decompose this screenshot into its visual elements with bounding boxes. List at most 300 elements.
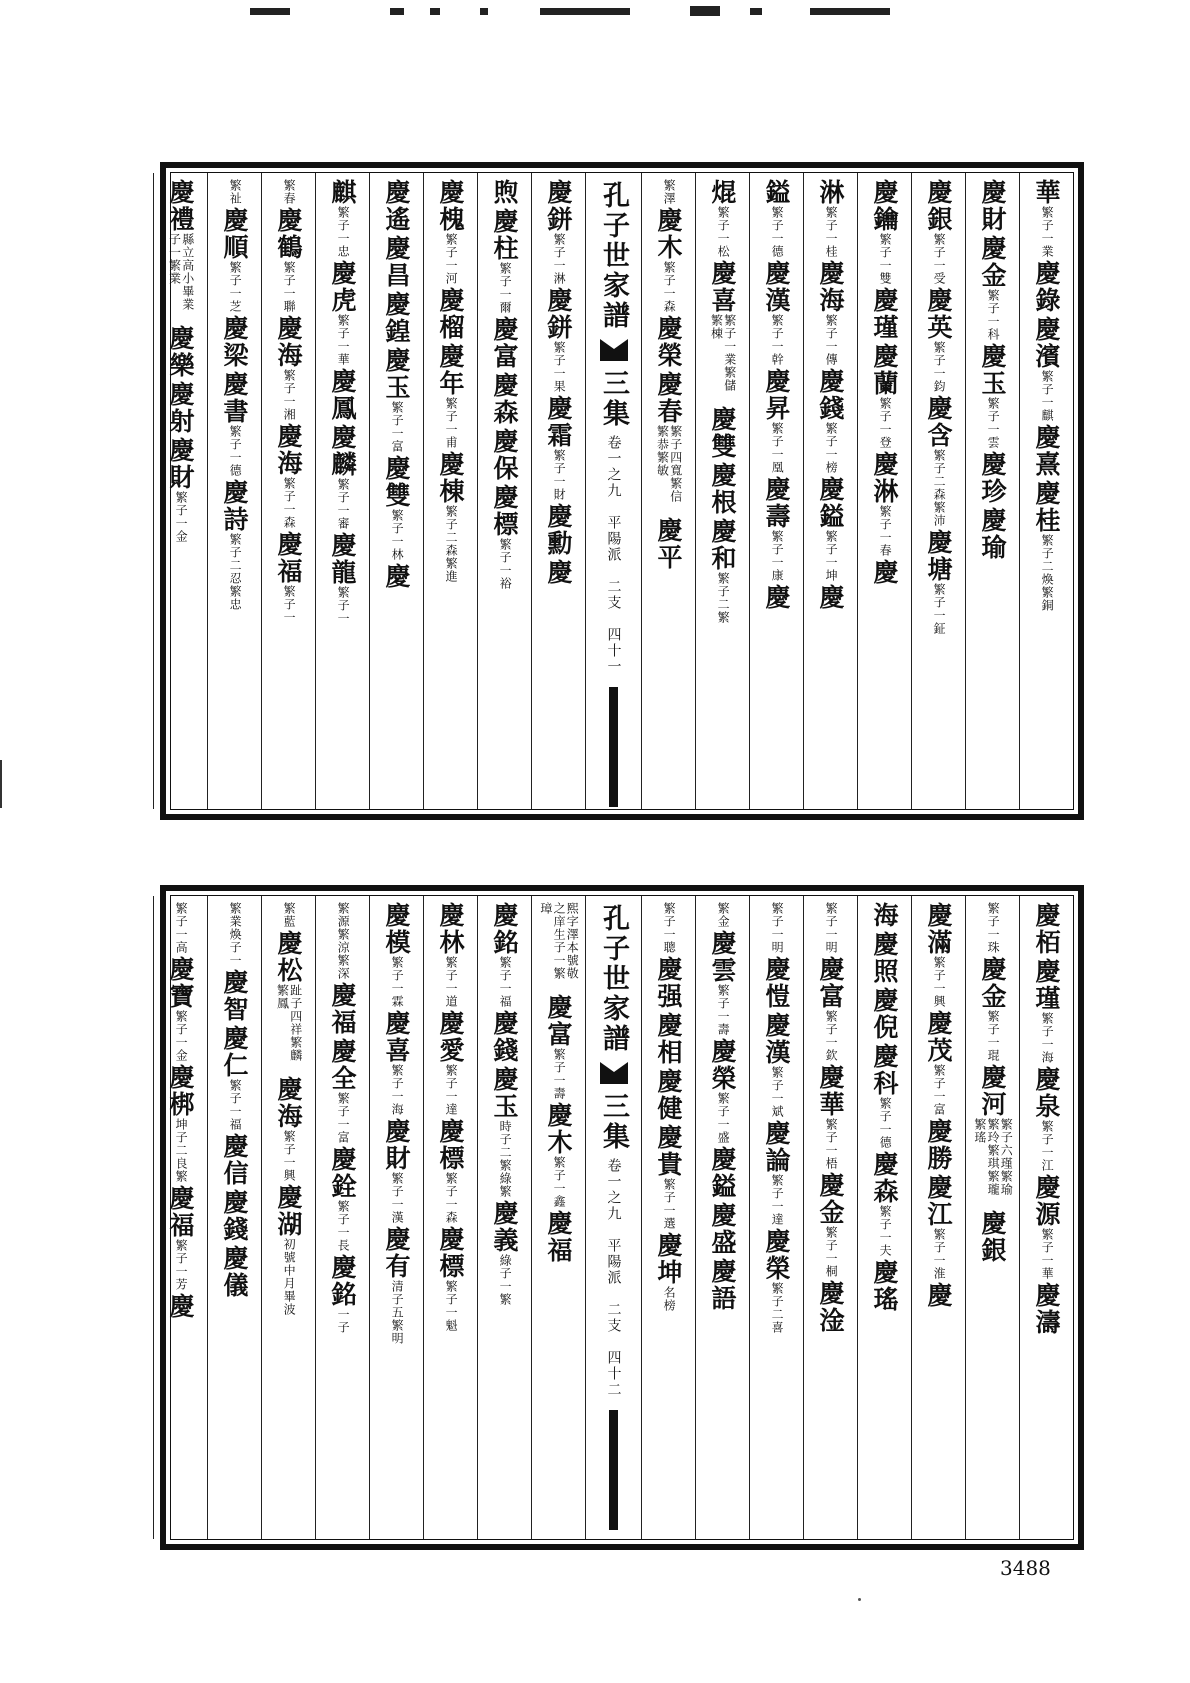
descendant-note: 繁子一高 (174, 902, 189, 954)
person-name: 慶有 (382, 1226, 411, 1280)
person-name: 慶財 (166, 437, 195, 491)
person-name: 慶鎰 (708, 1146, 737, 1200)
descendant-note: 繁子一忠 (336, 206, 351, 258)
name-column (641, 173, 695, 809)
person-entry (926, 287, 951, 393)
descendant-note: 繁子一湘 (282, 369, 297, 421)
descendant-note: 繁子一海 (1040, 1012, 1055, 1064)
person-entry (222, 1133, 247, 1187)
person-entry (492, 372, 517, 426)
person-name: 慶愷 (762, 956, 791, 1010)
descendant-note: 繁子一富 (336, 1092, 351, 1144)
top-scan-noise (250, 4, 970, 20)
person-entry (1034, 316, 1059, 422)
descendant-note: 繁子四寬繁信繁恭繁敏 (655, 425, 683, 503)
person-entry (980, 343, 1005, 449)
descendant-note: 繁子一 (282, 585, 297, 624)
descendant-note: 繁子一富 (390, 401, 405, 453)
person-name: 慶霜 (544, 395, 573, 449)
person-entry (662, 179, 675, 205)
descendant-note: 繁子一福 (228, 1079, 243, 1131)
person-entry (384, 455, 409, 561)
descendant-note: 繁子二森繁進 (444, 505, 459, 583)
descendant-note: 繁子二森繁沛 (932, 449, 947, 527)
name-column (261, 173, 315, 809)
descendant-note: 繁子一果 (552, 341, 567, 393)
person-entry (872, 902, 897, 929)
person-name: 慶貴 (654, 1124, 683, 1178)
person-entry (168, 1185, 193, 1291)
person-name: 慶海 (274, 423, 303, 477)
descendant-note: 繁子一桐 (824, 1226, 839, 1278)
person-entry (986, 902, 999, 954)
person-name: 慶福 (166, 1185, 195, 1239)
person-entry (709, 260, 735, 404)
person-name: 慶玉 (490, 1066, 519, 1120)
person-name: 慶書 (220, 371, 249, 425)
person-name: 慶相 (654, 1012, 683, 1066)
person-name: 慶照 (870, 931, 899, 985)
person-name: 慶標 (490, 484, 519, 538)
name-column (153, 896, 207, 1539)
person-name: 慶栢 (1032, 902, 1061, 956)
descendant-note: 繁子一琨 (986, 1010, 1001, 1062)
person-name: 慶金 (978, 235, 1007, 289)
descendant-note: 繁子一斌 (770, 1066, 785, 1118)
person-entry (384, 1118, 409, 1224)
descendant-note: 繁子一江 (1040, 1120, 1055, 1172)
person-name: 慶 (166, 1293, 195, 1320)
person-name: 慶榮 (708, 1038, 737, 1092)
person-entry (546, 994, 571, 1100)
descendant-note: 繁子一長 (336, 1200, 351, 1252)
descendant-note: 趾子四祥繁麟繁鳳 (275, 984, 303, 1062)
person-entry (764, 476, 789, 582)
person-name: 慶松 (274, 930, 303, 984)
name-column (477, 896, 531, 1539)
person-name: 慶銘 (328, 1254, 357, 1308)
person-name: 麒 (328, 179, 357, 206)
person-entry (438, 1226, 463, 1332)
descendant-note: 繁子一審 (336, 478, 351, 530)
name-column (965, 896, 1019, 1539)
person-name: 慶泉 (1032, 1066, 1061, 1120)
person-name: 慶福 (274, 531, 303, 585)
person-name: 慶雙 (708, 406, 737, 460)
person-name: 慶淋 (870, 451, 899, 505)
person-entry (764, 179, 789, 258)
descendant-note: 熙字澤本號敬之庠生子一繁璋 (538, 902, 580, 980)
descendant-note: 繁子一漢 (390, 1172, 405, 1224)
descendant-note: 繁子一壽 (716, 984, 731, 1036)
descendant-note: 繁子一業繁儲繁棟 (709, 314, 737, 392)
descendant-note: 繁子一松 (716, 206, 731, 258)
person-name: 慶漢 (762, 260, 791, 314)
person-entry (1034, 1174, 1059, 1280)
descendant-note: 時子二繁綠繁 (498, 1120, 513, 1198)
descendant-note: 繁子一凰 (770, 422, 785, 474)
person-name: 淋 (816, 179, 845, 206)
fishtail-mark-icon (600, 1062, 628, 1084)
person-entry (492, 1200, 517, 1306)
person-entry (872, 987, 897, 1041)
person-entry (222, 969, 247, 1023)
descendant-note: 繁子一受 (932, 233, 947, 285)
person-name: 慶健 (654, 1068, 683, 1122)
person-name: 慶富 (544, 994, 573, 1048)
descendant-note: 繁子一聰 (662, 902, 677, 954)
descendant-note: 繁子一達 (770, 1174, 785, 1226)
descendant-note: 繁子一業 (1040, 206, 1055, 258)
name-column (749, 896, 803, 1539)
person-name: 慶木 (654, 207, 683, 261)
descendant-note: 繁子一達 (444, 1064, 459, 1116)
person-entry (492, 316, 517, 370)
person-name: 慶雲 (708, 930, 737, 984)
person-name: 慶華 (816, 1064, 845, 1118)
person-entry (330, 1038, 355, 1144)
descendant-note: 繁澤 (662, 179, 677, 205)
person-entry (656, 1232, 681, 1312)
descendant-note: 繁子一芝 (228, 261, 243, 313)
person-entry (818, 956, 843, 1062)
person-entry (275, 930, 301, 1074)
person-name: 慶瑾 (1032, 958, 1061, 1012)
person-entry (926, 179, 951, 285)
genealogy-page-41 (160, 162, 1084, 820)
person-entry (276, 423, 301, 529)
person-entry (710, 518, 735, 624)
person-entry (710, 179, 735, 258)
person-name: 慶林 (436, 902, 465, 956)
person-name: 慶春 (654, 371, 683, 425)
person-name: 焜 (708, 179, 737, 206)
person-entry (872, 559, 897, 586)
person-entry (872, 1151, 897, 1257)
descendant-note: 名榜 (662, 1286, 677, 1312)
descendant-note: 繁子一明 (770, 902, 785, 954)
person-name: 慶鎰 (816, 476, 845, 530)
person-name: 慶海 (274, 1076, 303, 1130)
person-entry (872, 931, 897, 985)
person-entry (1034, 1282, 1059, 1336)
person-name: 慶保 (490, 428, 519, 482)
person-entry (384, 235, 409, 289)
person-entry (818, 179, 843, 258)
person-name: 慶義 (490, 1200, 519, 1254)
person-name: 鎰 (762, 179, 791, 206)
person-name: 慶福 (544, 1210, 573, 1264)
person-entry (282, 902, 295, 928)
descendant-note: 繁子一金 (174, 1010, 189, 1062)
person-entry (764, 956, 789, 1010)
person-name: 慶全 (328, 1038, 357, 1092)
person-entry (1034, 260, 1059, 314)
person-entry (764, 368, 789, 474)
gutter-bar (609, 1410, 618, 1530)
person-entry (764, 260, 789, 366)
person-entry (546, 179, 571, 285)
person-name: 慶儀 (220, 1245, 249, 1299)
descendant-note: 繁子一盛 (716, 1092, 731, 1144)
person-entry (438, 902, 463, 1008)
descendant-note: 一子 (336, 1308, 351, 1334)
person-name: 慶英 (924, 287, 953, 341)
person-name: 慶喜 (708, 260, 737, 314)
person-entry (980, 1210, 1005, 1264)
person-entry (438, 287, 463, 341)
descendant-note: 繁子一德 (878, 1097, 893, 1149)
person-name: 慶梆 (166, 1064, 195, 1118)
person-name: 慶詩 (220, 479, 249, 533)
name-column (531, 896, 585, 1539)
person-entry (818, 476, 843, 582)
person-name: 慶 (816, 584, 845, 611)
name-column (531, 173, 585, 809)
person-entry (276, 315, 301, 421)
person-entry (384, 1010, 409, 1116)
person-name: 慶瑜 (978, 507, 1007, 561)
collection-label: 三集 (598, 1092, 629, 1152)
person-entry (818, 1064, 843, 1170)
person-name: 慶海 (816, 260, 845, 314)
name-column (965, 173, 1019, 809)
descendant-note: 繁子一富 (932, 1064, 947, 1116)
descendant-note: 繁子一華 (336, 314, 351, 366)
person-entry (818, 1280, 843, 1334)
person-entry (1034, 1066, 1059, 1172)
person-entry (168, 381, 193, 435)
person-entry (168, 1064, 193, 1183)
person-name: 慶鶴 (274, 207, 303, 261)
person-entry (546, 395, 571, 501)
name-column (695, 173, 749, 809)
person-entry (764, 1228, 789, 1334)
person-name: 慶鳳 (328, 368, 357, 422)
person-name: 慶珍 (978, 451, 1007, 505)
person-entry (539, 902, 579, 992)
person-name: 慶江 (924, 1174, 953, 1228)
name-column (803, 173, 857, 809)
person-entry (168, 956, 193, 1062)
descendant-note: 繁子一道 (444, 956, 459, 1008)
descendant-note: 繁子一鈞 (932, 341, 947, 393)
person-entry (872, 287, 897, 341)
person-name: 慶龍 (328, 532, 357, 586)
person-entry (656, 1124, 681, 1230)
person-entry (656, 207, 681, 313)
person-name: 慶鉼 (544, 287, 573, 341)
name-column (315, 896, 369, 1539)
descendant-note: 繁子一桂 (824, 206, 839, 258)
person-entry (710, 406, 735, 460)
person-name: 慶漢 (762, 1012, 791, 1066)
person-entry (546, 1210, 571, 1264)
person-entry (710, 1038, 735, 1144)
person-name: 慶熹 (1032, 424, 1061, 478)
scan-dot (858, 1598, 861, 1601)
person-entry (438, 451, 463, 583)
descendant-note: 繁子一林 (390, 509, 405, 561)
person-entry (222, 1189, 247, 1243)
descendant-note: 繁子二繁 (716, 572, 731, 624)
person-name: 慶信 (220, 1133, 249, 1187)
person-entry (384, 902, 409, 1008)
person-entry (276, 531, 301, 624)
person-name: 慶仁 (220, 1025, 249, 1079)
person-name: 慶模 (382, 902, 411, 956)
person-name: 慶森 (490, 372, 519, 426)
person-entry (330, 368, 355, 422)
person-entry (168, 325, 193, 379)
descendant-note: 繁子一珠 (986, 902, 1001, 954)
descendant-note: 繁子一淮 (932, 1228, 947, 1280)
descendant-note: 繁子一甫 (444, 397, 459, 449)
descendant-note: 繁子一興 (932, 956, 947, 1008)
book-title: 孔子世家譜 (598, 181, 629, 331)
person-entry (168, 1293, 193, 1320)
person-entry (980, 451, 1005, 505)
person-entry (282, 179, 295, 205)
person-entry (492, 179, 517, 206)
descendant-note: 繁子一欽 (824, 1010, 839, 1062)
name-column (153, 173, 207, 809)
person-entry (980, 956, 1005, 1062)
descendant-note: 繁子一梧 (824, 1118, 839, 1170)
descendant-note: 繁子一魁 (444, 1280, 459, 1332)
name-column (803, 896, 857, 1539)
descendant-note: 繁子一選 (662, 1178, 677, 1230)
descendant-note: 繁子一聯 (282, 261, 297, 313)
descendant-note: 繁子一傳 (824, 314, 839, 366)
person-name: 慶銀 (924, 179, 953, 233)
person-name: 慶 (382, 563, 411, 590)
person-entry (1034, 958, 1059, 1064)
person-entry (872, 343, 897, 449)
person-name: 慶喜 (382, 1010, 411, 1064)
name-column (477, 173, 531, 809)
person-entry (764, 1012, 789, 1118)
person-entry (926, 902, 951, 1008)
name-column (749, 173, 803, 809)
person-name: 慶昌 (382, 235, 411, 289)
person-name: 慶梁 (220, 315, 249, 369)
person-entry (872, 1043, 897, 1149)
person-entry (492, 1066, 517, 1198)
descendant-note: 繁子一金 (174, 491, 189, 543)
person-entry (330, 1254, 355, 1334)
person-entry (276, 207, 301, 313)
scan-edge-mark (0, 760, 2, 808)
person-name: 慶標 (436, 1226, 465, 1280)
person-entry (330, 1146, 355, 1252)
person-entry (276, 1076, 301, 1182)
name-column (369, 173, 423, 809)
person-name: 慶塘 (924, 529, 953, 583)
person-entry (662, 902, 675, 954)
descendant-note: 繁子一雙 (878, 233, 893, 285)
person-entry (222, 479, 247, 611)
person-entry (546, 503, 571, 557)
person-entry (276, 1184, 301, 1316)
person-entry (926, 395, 951, 527)
person-name: 慶坤 (654, 1232, 683, 1286)
person-name: 慶順 (220, 207, 249, 261)
person-name: 慶銘 (490, 902, 519, 956)
person-name: 慶遙 (382, 179, 411, 233)
volume-label: 卷一之九 平陽派 二支 四十二 (605, 1158, 622, 1398)
descendant-note: 繁子六瑾繁瑜繁玲繁琪繁瓏繁瑤 (972, 1118, 1014, 1196)
person-entry (222, 315, 247, 369)
person-entry (818, 260, 843, 366)
descendant-note: 繁春 (282, 179, 297, 205)
person-name: 慶銀 (978, 1210, 1007, 1264)
name-column (641, 896, 695, 1539)
person-name: 慶錢 (220, 1189, 249, 1243)
person-name: 慶錢 (816, 368, 845, 422)
person-entry (384, 179, 409, 233)
person-name: 慶槐 (436, 179, 465, 233)
person-entry (980, 179, 1005, 233)
person-entry (818, 584, 843, 611)
person-entry (336, 902, 349, 980)
descendant-note: 繁子一明 (824, 902, 839, 954)
descendant-note: 繁子一森 (282, 477, 297, 529)
person-entry (438, 343, 463, 449)
person-name: 慶銓 (328, 1146, 357, 1200)
gutter-bar (609, 687, 618, 807)
person-name: 慶瑤 (870, 1259, 899, 1313)
person-name: 慶 (762, 584, 791, 611)
person-entry (656, 315, 681, 369)
descendant-note: 繁子一麒 (1040, 370, 1055, 422)
person-entry (656, 956, 681, 1010)
descendant-note: 繁子一坤 (824, 530, 839, 582)
person-name: 慶木 (544, 1102, 573, 1156)
descendant-note: 繁子一德 (770, 206, 785, 258)
person-entry (492, 902, 517, 1008)
descendant-note: 繁子一福 (498, 956, 513, 1008)
descendant-note: 繁子一夫 (878, 1205, 893, 1257)
person-entry (330, 179, 355, 258)
person-entry (492, 208, 517, 314)
fishtail-mark-icon (600, 339, 628, 361)
person-entry (222, 207, 247, 313)
book-title: 孔子世家譜 (598, 904, 629, 1054)
person-entry (222, 1025, 247, 1131)
name-column (1019, 896, 1073, 1539)
person-entry (438, 1118, 463, 1224)
person-name: 慶榮 (654, 315, 683, 369)
person-name: 慶智 (220, 969, 249, 1023)
person-entry (655, 371, 681, 515)
person-name: 慶福 (328, 982, 357, 1036)
person-entry (818, 1172, 843, 1278)
person-name: 慶海 (274, 315, 303, 369)
descendant-note: 坤子二良繁 (174, 1118, 189, 1183)
genealogy-page-42 (160, 885, 1084, 1550)
descendant-note: 繁祉 (228, 179, 243, 205)
person-name: 慶淦 (816, 1280, 845, 1334)
person-entry (764, 1120, 789, 1226)
descendant-note: 繁子一河 (444, 233, 459, 285)
descendant-note: 初號中月畢波 (282, 1238, 297, 1316)
person-entry (384, 291, 409, 345)
descendant-note: 繁子一 (336, 586, 351, 625)
person-name: 慶標 (436, 1118, 465, 1172)
person-name: 慶勳 (544, 503, 573, 557)
descendant-note: 繁子一科 (986, 289, 1001, 341)
